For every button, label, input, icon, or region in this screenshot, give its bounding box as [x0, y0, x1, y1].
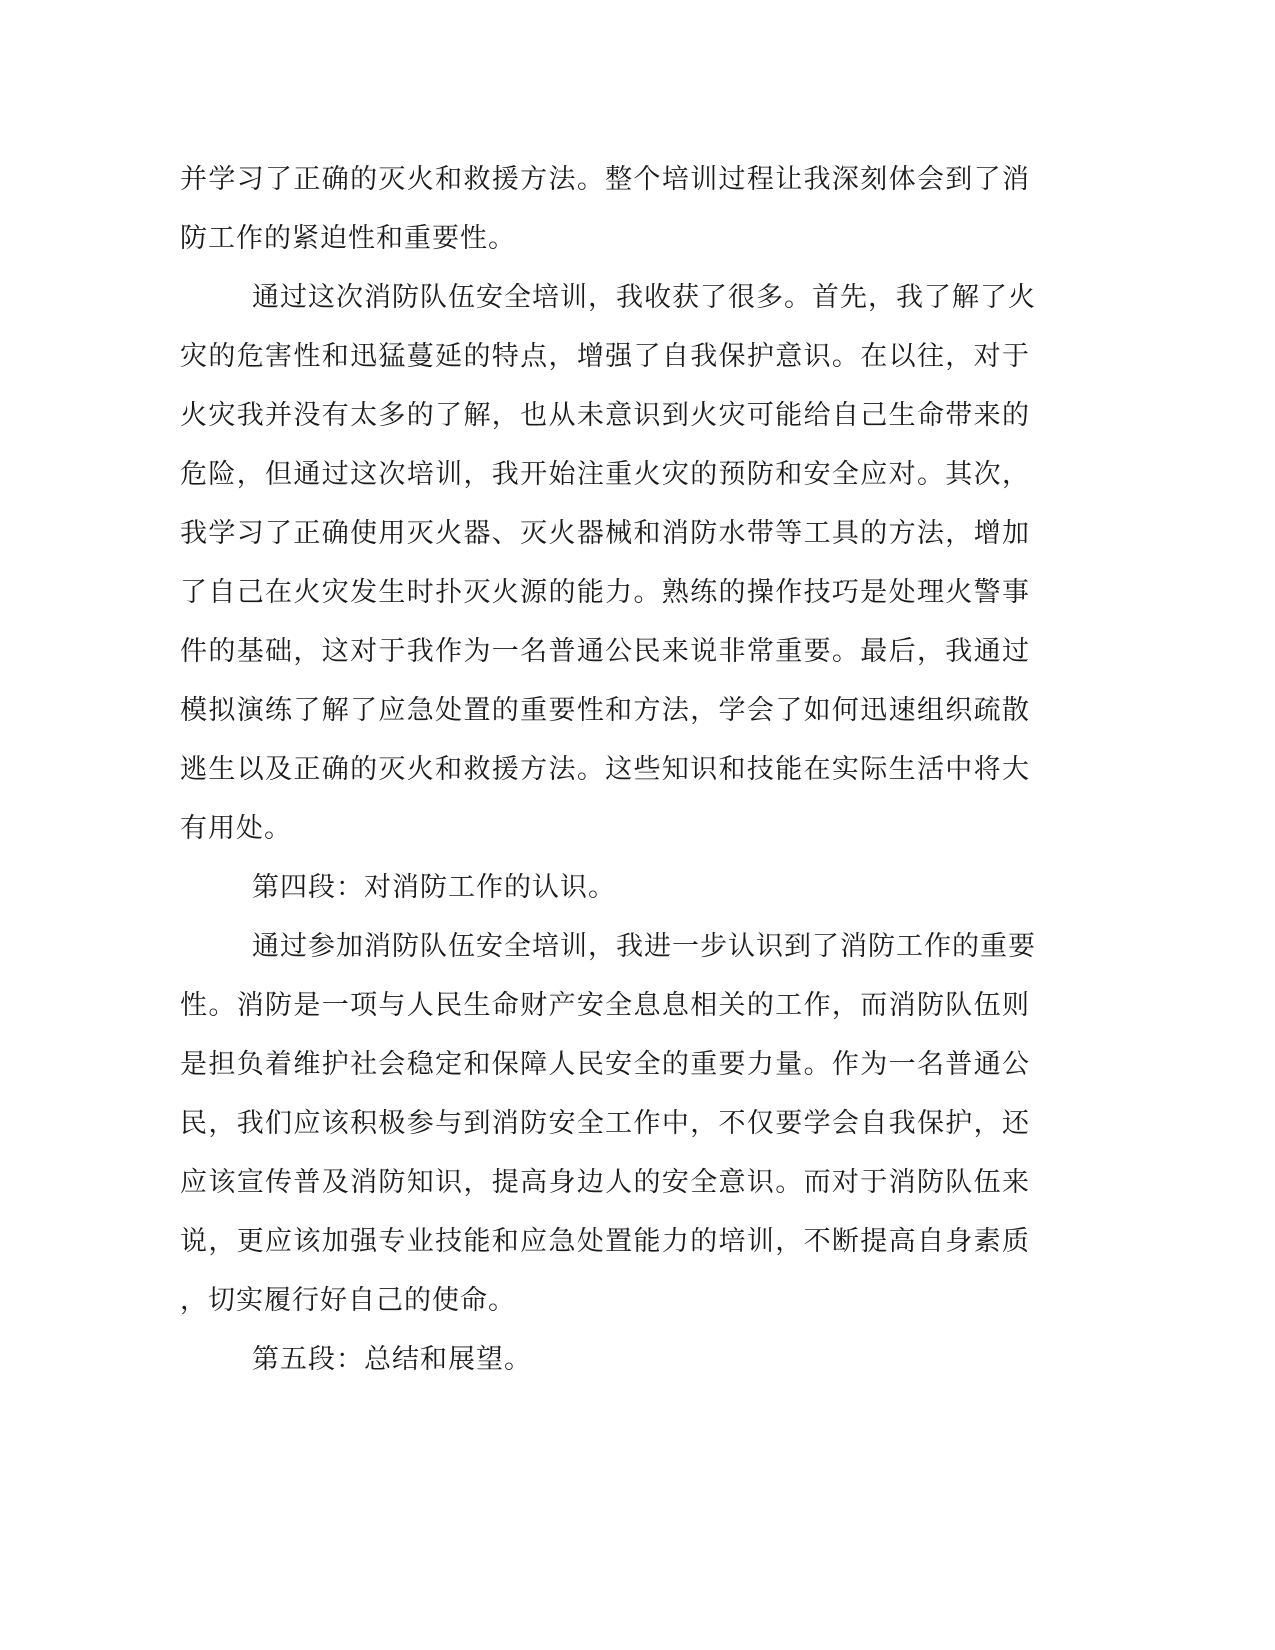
paragraph-first-line: 通过这次消防队伍安全培训，我收获了很多。首先，我了解了火	[252, 282, 1036, 313]
text-line: 危险，但通过这次培训，我开始注重火灾的预防和安全应对。其次，	[180, 459, 1030, 490]
text-line: 了自己在火灾发生时扑灭火源的能力。熟练的操作技巧是处理火警事	[180, 577, 1030, 608]
paragraph-first-line: 通过参加消防队伍安全培训，我进一步认识到了消防工作的重要	[252, 931, 1036, 962]
text-line: 我学习了正确使用灭火器、灭火器械和消防水带等工具的方法，增加	[180, 518, 1030, 549]
text-line: 应该宣传普及消防知识，提高身边人的安全意识。而对于消防队伍来	[180, 1167, 1030, 1198]
text-line: 是担负着维护社会稳定和保障人民安全的重要力量。作为一名普通公	[180, 1049, 1030, 1080]
text-line: 并学习了正确的灭火和救援方法。整个培训过程让我深刻体会到了消	[180, 164, 1030, 195]
text-line: 逃生以及正确的灭火和救援方法。这些知识和技能在实际生活中将大	[180, 754, 1030, 785]
section-heading-5: 第五段：总结和展望。	[252, 1344, 532, 1375]
section-heading-4: 第四段：对消防工作的认识。	[252, 872, 616, 903]
text-line: 民，我们应该积极参与到消防安全工作中，不仅要学会自我保护，还	[180, 1108, 1030, 1139]
text-line: 性。消防是一项与人民生命财产安全息息相关的工作，而消防队伍则	[180, 990, 1030, 1021]
text-line: 有用处。	[180, 813, 292, 844]
text-line: 火灾我并没有太多的了解，也从未意识到火灾可能给自己生命带来的	[180, 400, 1030, 431]
text-line: 说，更应该加强专业技能和应急处置能力的培训，不断提高自身素质	[180, 1226, 1030, 1257]
text-line: ，切实履行好自己的使命。	[180, 1285, 516, 1316]
text-line: 模拟演练了解了应急处置的重要性和方法，学会了如何迅速组织疏散	[180, 695, 1030, 726]
text-line: 灾的危害性和迅猛蔓延的特点，增强了自我保护意识。在以往，对于	[180, 341, 1030, 372]
text-line: 防工作的紧迫性和重要性。	[180, 223, 516, 254]
text-line: 件的基础，这对于我作为一名普通公民来说非常重要。最后，我通过	[180, 636, 1030, 667]
body-text	[180, 150, 1036, 1389]
